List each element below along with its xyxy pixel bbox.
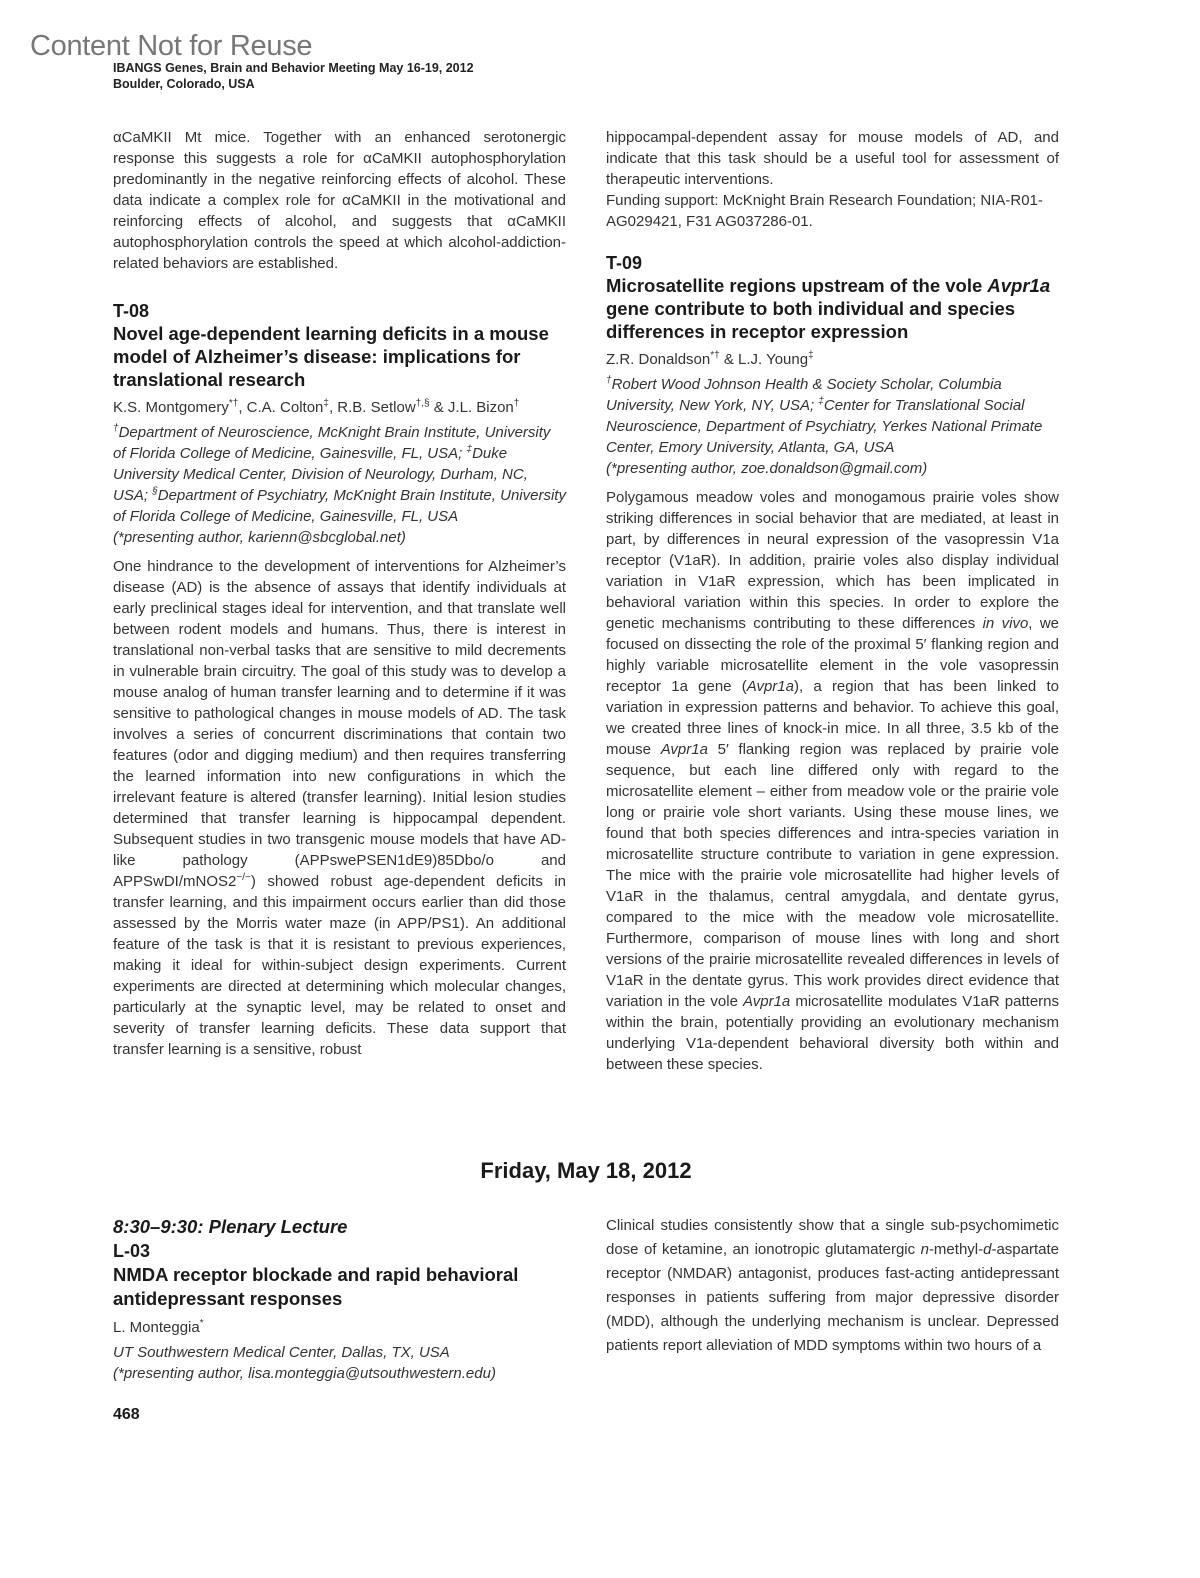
- abstract-t09: [606, 252, 1059, 1075]
- abstract-title: NMDA receptor blockade and rapid behavioral antidepressant responses: [113, 1264, 519, 1309]
- abstract-body: Polygamous meadow voles and monogamous prairie voles show striking differences in social behavior that are mediated, at least in part, by differences in neural expression of the vasopressin V1a receptor (V1aR). In addition, prairie voles also display individual variation in V1aR expression, which has been implicated in behavioral variation within this species. In order to explore the genetic mechanisms contributing to these differences in vivo, we focused on dissecting the role of the proximal 5′ flanking region and highly variable microsatellite element in the vole vasopressin receptor 1a gene (Avpr1a), a region that has been linked to variation in expression patterns and behavior. To achieve this goal, we created three lines of knock-in mice. In all three, 3.5 kb of the mouse Avpr1a 5′ flanking region was replaced by prairie vole sequence, but each line differed only with regard to the microsatellite element – either from meadow vole or the prairie vole long or prairie vole short variants. Using these mouse lines, we found that both species differences and intra-species variation in microsatellite structure contribute to variation in gene expression. The mice with the prairie vole microsatellite had higher levels of V1aR in the thalamus, central amygdala, and dentate gyrus, compared to the mice with the meadow vole microsatellite. Furthermore, comparison of mouse lines with long and short versions of the prairie microsatellite revealed differences in levels of V1aR in the dentate gyrus. This work provides direct evidence that variation in the vole Avpr1a microsatellite modulates V1aR patterns within the brain, potentially providing an evolutionary mechanism underlying V1a-dependent behavioral diversity both within and between these species.: [606, 489, 1059, 1073]
- abstract-title: Novel age-dependent learning deficits in a mouse model of Alzheimer’s disease: implications for translational research: [113, 323, 549, 390]
- page-number: 468: [113, 1406, 140, 1423]
- running-head-line1: IBANGS Genes, Brain and Behavior Meeting May 16-19, 2012: [113, 61, 474, 75]
- left-column-top: [113, 127, 566, 1060]
- abstract-presenting-author: (*presenting author, lisa.monteggia@utsouthwestern.edu): [113, 1365, 496, 1382]
- abstract-id: T-09: [606, 253, 643, 273]
- day-heading: Friday, May 18, 2012: [480, 1158, 692, 1183]
- abstract-authors: L. Monteggia*: [113, 1318, 204, 1336]
- abstract-authors: Z.R. Donaldson*† & L.J. Young‡: [606, 350, 814, 368]
- left-top-paragraph: αCaMKII Mt mice. Together with an enhanced serotonergic response this suggests a role for αCaMKII autophosphorylation predominantly in the negative reinforcing effects of alcohol. These data indicate a complex role for αCaMKII in the motivational and reinforcing effects of alcohol, and suggests that αCaMKII autophosphorylation controls the speed at which alcohol-addiction-related behaviors are established.: [113, 129, 566, 272]
- abstract-affiliations: †Robert Wood Johnson Health & Society Scholar, Columbia University, New York, NY, USA; ‡Center for Translational Social Neuroscience, Department of Psychiatry, Yerkes National Primate Center, Emory University, Atlanta, GA, USA: [606, 375, 1043, 456]
- abstract-l03: [113, 1215, 566, 1392]
- abstract-affiliations: †Department of Neuroscience, McKnight Brain Institute, University of Florida College of Medicine, Gainesville, FL, USA; ‡Duke University Medical Center, Division of Neurology, Durham, NC, USA; §Department of Psychiatry, McKnight Brain Institute, University of Florida College of Medicine, Gainesville, FL, USA: [113, 423, 566, 525]
- abstract-continuation: hippocampal-dependent assay for mouse models of AD, and indicate that this task should be a useful tool for assessment of therapeutic interventions.: [606, 129, 1059, 188]
- abstract-t08: [113, 300, 566, 1060]
- session-title: 8:30–9:30: Plenary Lecture: [113, 1216, 348, 1237]
- abstract-id: L-03: [113, 1241, 151, 1261]
- abstract-funding: Funding support: McKnight Brain Research Foundation; NIA-R01-AG029421, F31 AG037286-01.: [606, 192, 1043, 230]
- abstract-body: One hindrance to the development of interventions for Alzheimer’s disease (AD) is the absence of assays that identify individuals at early preclinical stages ideal for intervention, and that translate well between rodent models and humans. Thus, there is interest in translational non-verbal tasks that are sensitive to mild decrements in vulnerable brain circuitry. The goal of this study was to develop a mouse analog of human transfer learning and to determine if it was sensitive to pathological changes in mouse models of AD. The task involves a series of concurrent discriminations that contain two features (odor and digging medium) and then requires transferring the learned information into new configurations in which the irrelevant feature is altered (transfer learning). Initial lesion studies determined that transfer learning is hippocampal dependent. Subsequent studies in two transgenic mouse models that have AD-like pathology (APPswePSEN1dE9)85Dbo/o and APPSwDI/mNOS2−/−) showed robust age-dependent deficits in transfer learning, and this impairment occurs earlier than did those assessed by the Morris water maze (in APP/PS1). An additional feature of the task is that it is resistant to previous experiences, making it ideal for within-subject design experiments. Current experiments are directed at determining which molecular changes, particularly at the synaptic level, may be related to onset and severity of transfer learning deficits. These data support that transfer learning is a sensitive, robust: [113, 558, 566, 1058]
- watermark: Content Not for Reuse: [30, 30, 313, 62]
- abstract-l03-body-column: [606, 1214, 1059, 1358]
- abstract-title: Microsatellite regions upstream of the vole Avpr1a gene contribute to both individual and species differences in receptor expression: [606, 275, 1051, 342]
- running-head-line2: Boulder, Colorado, USA: [113, 77, 255, 91]
- running-head: [113, 60, 474, 92]
- abstract-authors: K.S. Montgomery*†, C.A. Colton‡, R.B. Setlow†,§ & J.L. Bizon†: [113, 398, 520, 416]
- right-column-top: [606, 127, 1059, 1075]
- abstract-body: Clinical studies consistently show that a single sub-psychomimetic dose of ketamine, an ionotropic glutamatergic n-methyl-d-aspartate receptor (NMDAR) antagonist, produces fast-acting antidepressant responses in patients suffering from major depressive disorder (MDD), although the underlying mechanism is unclear. Depressed patients report alleviation of MDD symptoms within two hours of a: [606, 1217, 1059, 1354]
- abstract-id: T-08: [113, 301, 150, 321]
- abstract-presenting-author: (*presenting author, karienn@sbcglobal.net): [113, 529, 406, 546]
- abstract-presenting-author: (*presenting author, zoe.donaldson@gmail.com): [606, 460, 928, 477]
- abstract-affiliations: UT Southwestern Medical Center, Dallas, TX, USA: [113, 1344, 450, 1361]
